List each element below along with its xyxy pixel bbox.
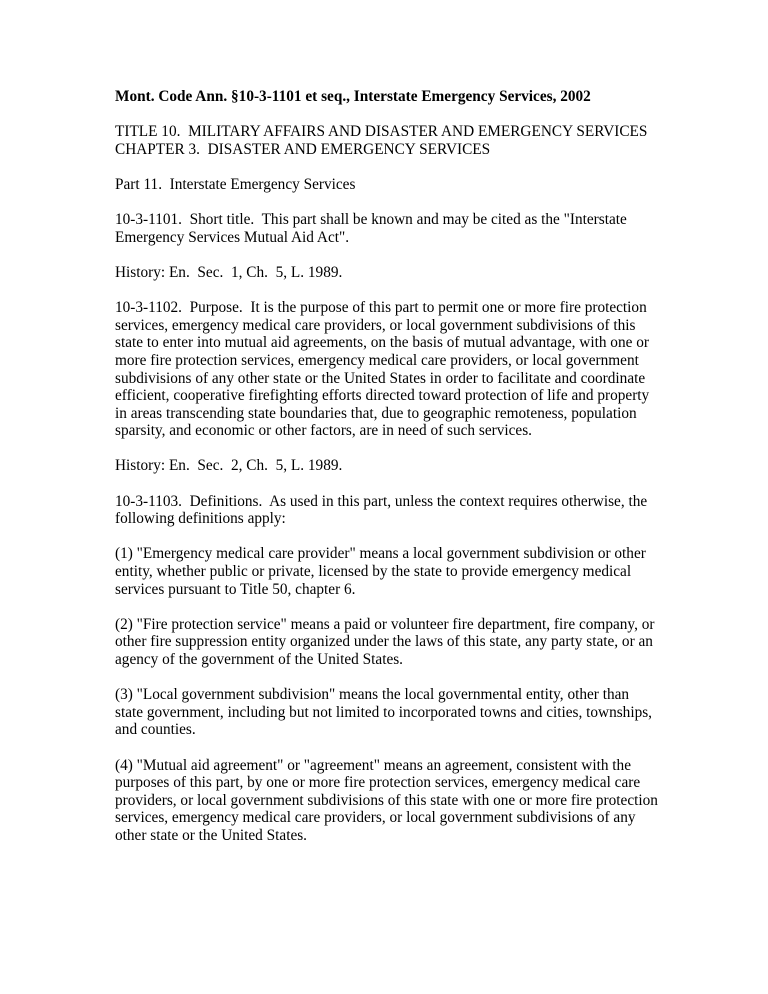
section-definitions: 10-3-1103. Definitions. As used in this part, unless the context requires otherwise, the following definitions apply:	[115, 492, 652, 528]
section-short-title-history: History: En. Sec. 1, Ch. 5, L. 1989.	[115, 263, 343, 281]
definition-emergency-medical-care-provider: (1) "Emergency medical care provider" means a local government subdivision or other entity, whether public or private, licensed by the state to provide emergency medical services pursuant to Title 50, chapter 6.	[115, 545, 650, 598]
section-short-title: 10-3-1101. Short title. This part shall be known and may be cited as the "Interstate Emergency Services Mutual Aid Act".	[115, 211, 631, 246]
chapter-heading: CHAPTER 3. DISASTER AND EMERGENCY SERVICES	[115, 140, 491, 158]
part-heading: Part 11. Interstate Emergency Services	[115, 175, 356, 193]
section-purpose-history: History: En. Sec. 2, Ch. 5, L. 1989.	[115, 457, 343, 475]
document-page	[115, 88, 660, 862]
definition-local-government-subdivision: (3) "Local government subdivision" means the local governmental entity, other than state government, including but not limited to incorporated towns and cities, townships, and counties.	[115, 686, 656, 739]
title-heading: TITLE 10. MILITARY AFFAIRS AND DISASTER AND EMERGENCY SERVICES	[115, 123, 648, 141]
title-chapter-heading	[115, 123, 660, 158]
definition-fire-protection-service: (2) "Fire protection service" means a paid or volunteer fire department, fire company, or other fire suppression entity organized under the laws of this state, any party state, or an agency of the government of the United States.	[115, 615, 659, 668]
definition-mutual-aid-agreement: (4) "Mutual aid agreement" or "agreement" means an agreement, consistent with the purposes of this part, by one or more fire protection services, emergency medical care providers, or local government subdivisions of this state with one or more fire protection services, emergency medical care providers, or local government subdivisions of any other state or the United States.	[115, 756, 662, 844]
section-purpose: 10-3-1102. Purpose. It is the purpose of this part to permit one or more fire protection services, emergency medical care providers, or local government subdivisions of this state to enter into mutual aid agreements, on the basis of mutual advantage, with one or more fire protection services, emergency medical care providers, or local government subdivisions of any other state or the United States in order to facilitate and coordinate efficient, cooperative firefighting efforts directed toward protection of life and property in areas transcending state boundaries that, due to geographic remoteness, population sparsity, and economic or other factors, are in need of such services.	[115, 299, 654, 440]
document-title: Mont. Code Ann. §10-3-1101 et seq., Interstate Emergency Services, 2002	[115, 88, 591, 105]
